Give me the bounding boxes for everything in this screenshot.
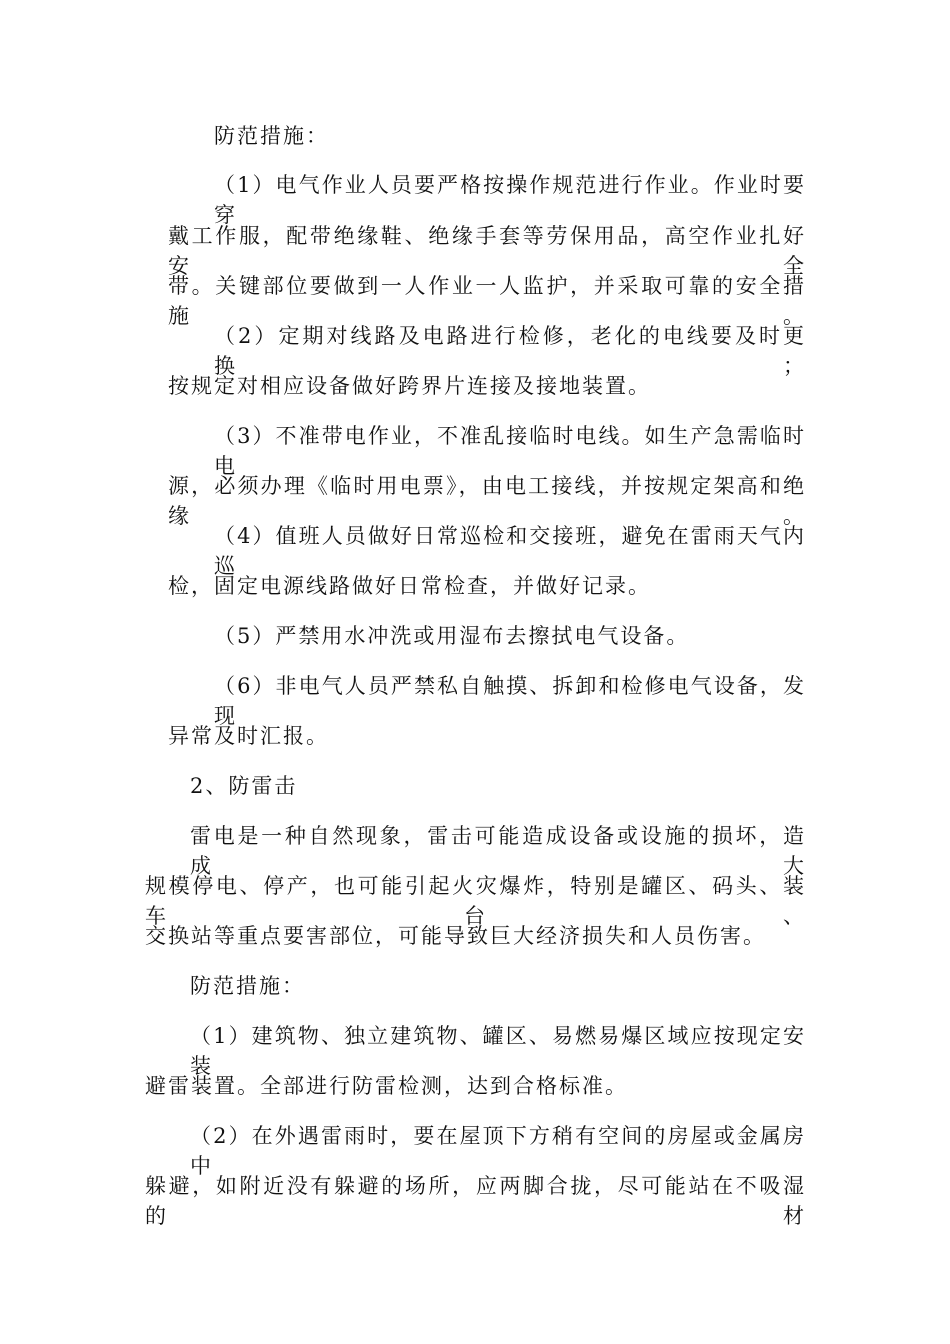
measure-1-line-3: 带。关键部位要做到一人作业一人监护，并采取可靠的安全措施。 — [168, 274, 806, 328]
measure-4-line-1: （4）值班人员做好日常巡检和交接班，避免在雷雨天气内巡 — [214, 524, 806, 578]
measure-3-line-1: （3）不准带电作业，不准乱接临时电线。如生产急需临时电 — [214, 424, 806, 478]
lightning-intro-line-1: 雷电是一种自然现象，雷击可能造成设备或设施的损坏，造成大 — [190, 824, 806, 878]
measure-2-line-2: 按规定对相应设备做好跨界片连接及接地装置。 — [168, 374, 651, 398]
measures-heading: 防范措施： — [214, 124, 329, 148]
measure-5-line-1: （5）严禁用水冲洗或用湿布去擦拭电气设备。 — [214, 624, 690, 648]
lightning-measure-2-line-2: 躲避，如附近没有躲避的场所，应两脚合拢，尽可能站在不吸湿的材 — [145, 1174, 806, 1228]
lightning-intro-line-2: 规模停电、停产，也可能引起火灾爆炸，特别是罐区、码头、装车台、 — [145, 874, 806, 928]
lightning-measure-1-line-2: 避雷装置。全部进行防雷检测，达到合格标准。 — [145, 1074, 628, 1098]
section-heading-lightning: 2、防雷击 — [190, 774, 298, 798]
lightning-measure-1-line-1: （1）建筑物、独立建筑物、罐区、易燃易爆区域应按现定安装 — [190, 1024, 806, 1078]
lightning-measures-heading: 防范措施： — [190, 974, 305, 998]
measure-2-line-1: （2）定期对线路及电路进行检修，老化的电线要及时更换； — [214, 324, 806, 378]
measure-1-line-1: （1）电气作业人员要严格按操作规范进行作业。作业时要穿 — [214, 173, 806, 227]
measure-3-line-2: 源，必须办理《临时用电票》，由电工接线，并按规定架高和绝缘。 — [168, 474, 806, 528]
measure-6-line-1: （6）非电气人员严禁私自触摸、拆卸和检修电气设备，发现 — [214, 674, 806, 728]
lightning-measure-2-line-1: （2）在外遇雷雨时，要在屋顶下方稍有空间的房屋或金属房中 — [190, 1124, 806, 1178]
lightning-intro-line-3: 交换站等重点要害部位，可能导致巨大经济损失和人员伤害。 — [145, 924, 766, 948]
measure-6-line-2: 异常及时汇报。 — [168, 724, 329, 748]
measure-1-line-2: 戴工作服，配带绝缘鞋、绝缘手套等劳保用品，高空作业扎好安全 — [168, 224, 806, 278]
measure-4-line-2: 检，固定电源线路做好日常检查，并做好记录。 — [168, 574, 651, 598]
